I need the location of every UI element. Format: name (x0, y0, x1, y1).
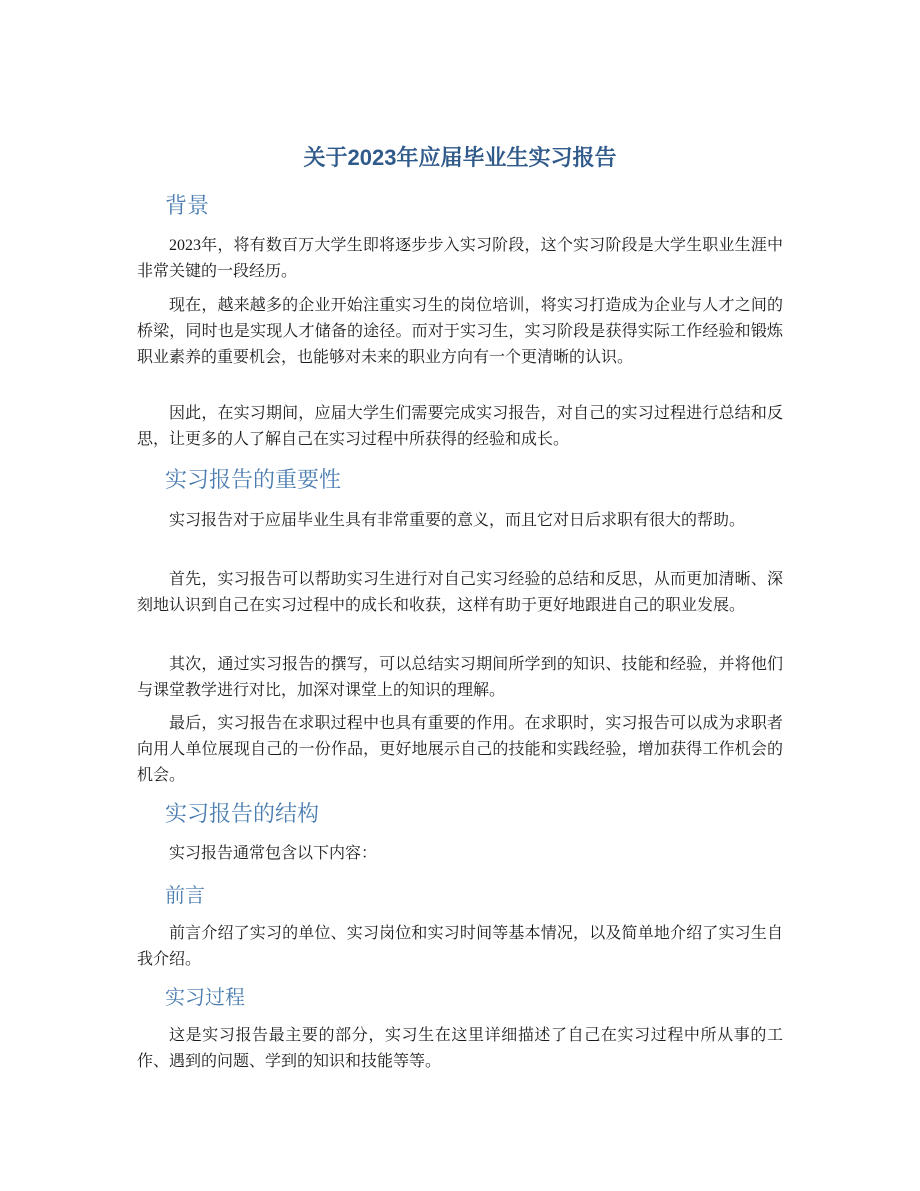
section-heading-background: 背景 (165, 193, 210, 218)
document-page (137, 0, 783, 1191)
paragraph: 因此，在实习期间，应届大学生们需要完成实习报告，对自己的实习过程进行总结和反思，让更多的人了解自己在实习过程中所获得的经验和成长。 (137, 405, 783, 448)
section-heading-structure: 实习报告的结构 (165, 801, 320, 826)
paragraph: 实习报告通常包含以下内容： (169, 845, 378, 862)
paragraph: 实习报告对于应届毕业生具有非常重要的意义，而且它对日后求职有很大的帮助。 (169, 512, 746, 529)
section-heading-importance: 实习报告的重要性 (165, 467, 342, 492)
paragraph: 这是实习报告最主要的部分，实习生在这里详细描述了自己在实习过程中所从事的工作、遇到的问题、学到的知识和技能等等。 (137, 1027, 783, 1070)
paragraph: 现在，越来越多的企业开始注重实习生的岗位培训，将实习打造成为企业与人才之间的桥梁，同时也是实现人才储备的途径。而对于实习生，实习阶段是获得实际工作经验和锻炼职业素养的重要机会，也能够对未来的职业方向有一个更清晰的认识。 (137, 297, 783, 366)
paragraph: 最后，实习报告在求职过程中也具有重要的作用。在求职时，实习报告可以成为求职者向用人单位展现自己的一份作品，更好地展示自己的技能和实践经验，增加获得工作机会的机会。 (137, 715, 783, 784)
paragraph: 前言介绍了实习的单位、实习岗位和实习时间等基本情况，以及简单地介绍了实习生自我介绍。 (137, 925, 783, 968)
paragraph: 首先，实习报告可以帮助实习生进行对自己实习经验的总结和反思，从而更加清晰、深刻地认识到自己在实习过程中的成长和收获，这样有助于更好地跟进自己的职业发展。 (137, 571, 783, 614)
paragraph: 其次，通过实习报告的撰写，可以总结实习期间所学到的知识、技能和经验，并将他们与课堂教学进行对比，加深对课堂上的知识的理解。 (137, 656, 783, 699)
subsection-heading-process: 实习过程 (165, 987, 245, 1009)
paragraph: 2023年，将有数百万大学生即将逐步步入实习阶段，这个实习阶段是大学生职业生涯中非常关键的一段经历。 (137, 237, 783, 280)
subsection-heading-preface: 前言 (165, 885, 205, 907)
document-title: 关于2023年应届毕业生实习报告 (303, 145, 617, 170)
